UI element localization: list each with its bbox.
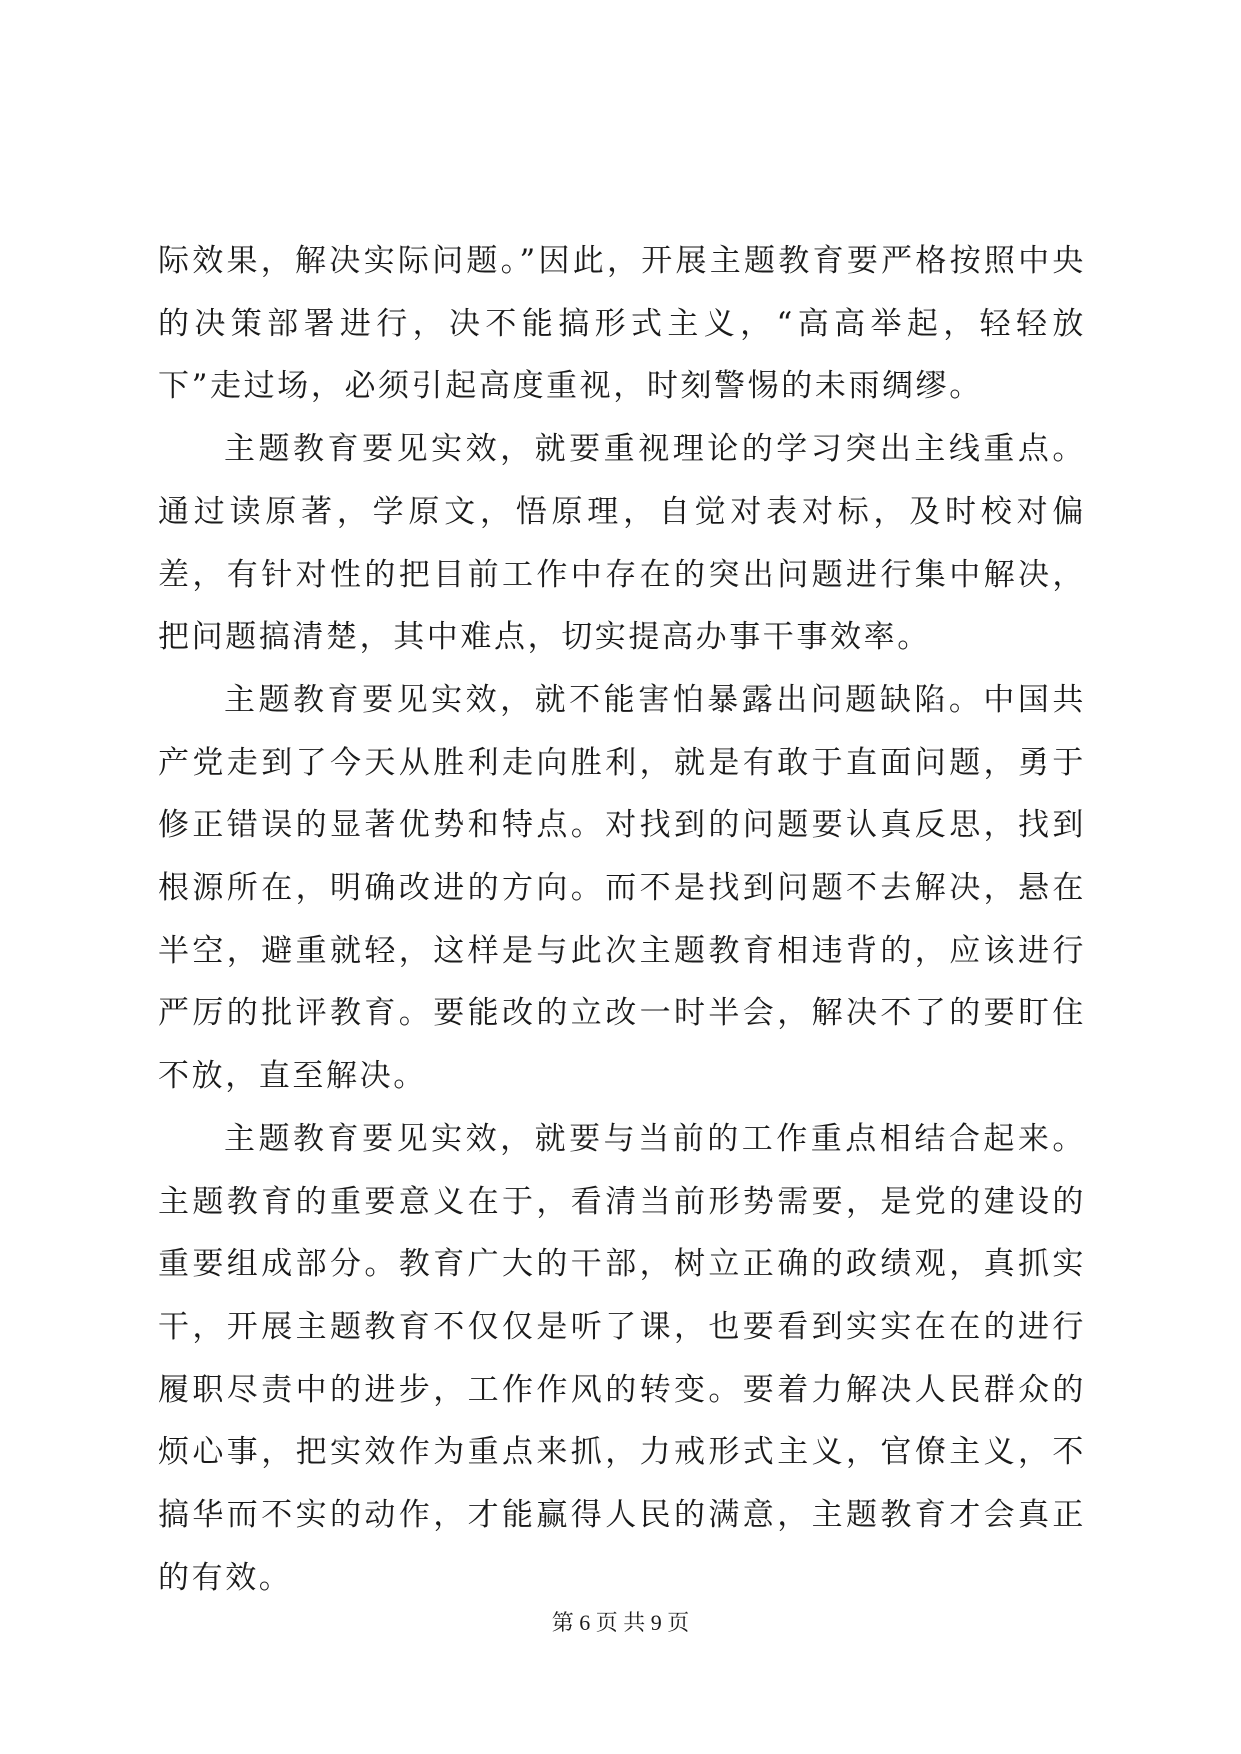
- paragraph-theory-study: 主题教育要见实效，就要重视理论的学习突出主线重点。通过读原著，学原文，悟原理，自觉对表对标，及时校对偏差，有针对性的把目前工作中存在的突出问题进行集中解决，把问题搞清楚，其中难点，切实提高办事干事效率。: [158, 431, 1086, 656]
- document-body: [158, 230, 1086, 1609]
- paragraph-expose-problems: 主题教育要见实效，就不能害怕暴露出问题缺陷。中国共产党走到了今天从胜利走向胜利，就是有敢于直面问题，勇于修正错误的显著优势和特点。对找到的问题要认真反思，找到根源所在，明确改进的方向。而不是找到问题不去解决，悬在半空，避重就轻，这样是与此次主题教育相违背的，应该进行严厉的批评教育。要能改的立改一时半会，解决不了的要盯住不放，直至解决。: [158, 681, 1086, 1095]
- paragraph-continuation: 际效果，解决实际问题。”因此，开展主题教育要严格按照中央的决策部署进行，决不能搞形式主义，“高高举起，轻轻放下”走过场，必须引起高度重视，时刻警惕的未雨绸缪。: [158, 243, 1086, 405]
- page-number-footer: 第 6 页 共 9 页: [551, 1610, 690, 1635]
- paragraph-work-focus: 主题教育要见实效，就要与当前的工作重点相结合起来。主题教育的重要意义在于，看清当前形势需要，是党的建设的重要组成部分。教育广大的干部，树立正确的政绩观，真抓实干，开展主题教育不仅仅是听了课，也要看到实实在在的进行履职尽责中的进步，工作作风的转变。要着力解决人民群众的烦心事，把实效作为重点来抓，力戒形式主义，官僚主义，不搞华而不实的动作，才能赢得人民的满意，主题教育才会真正的有效。: [158, 1120, 1086, 1596]
